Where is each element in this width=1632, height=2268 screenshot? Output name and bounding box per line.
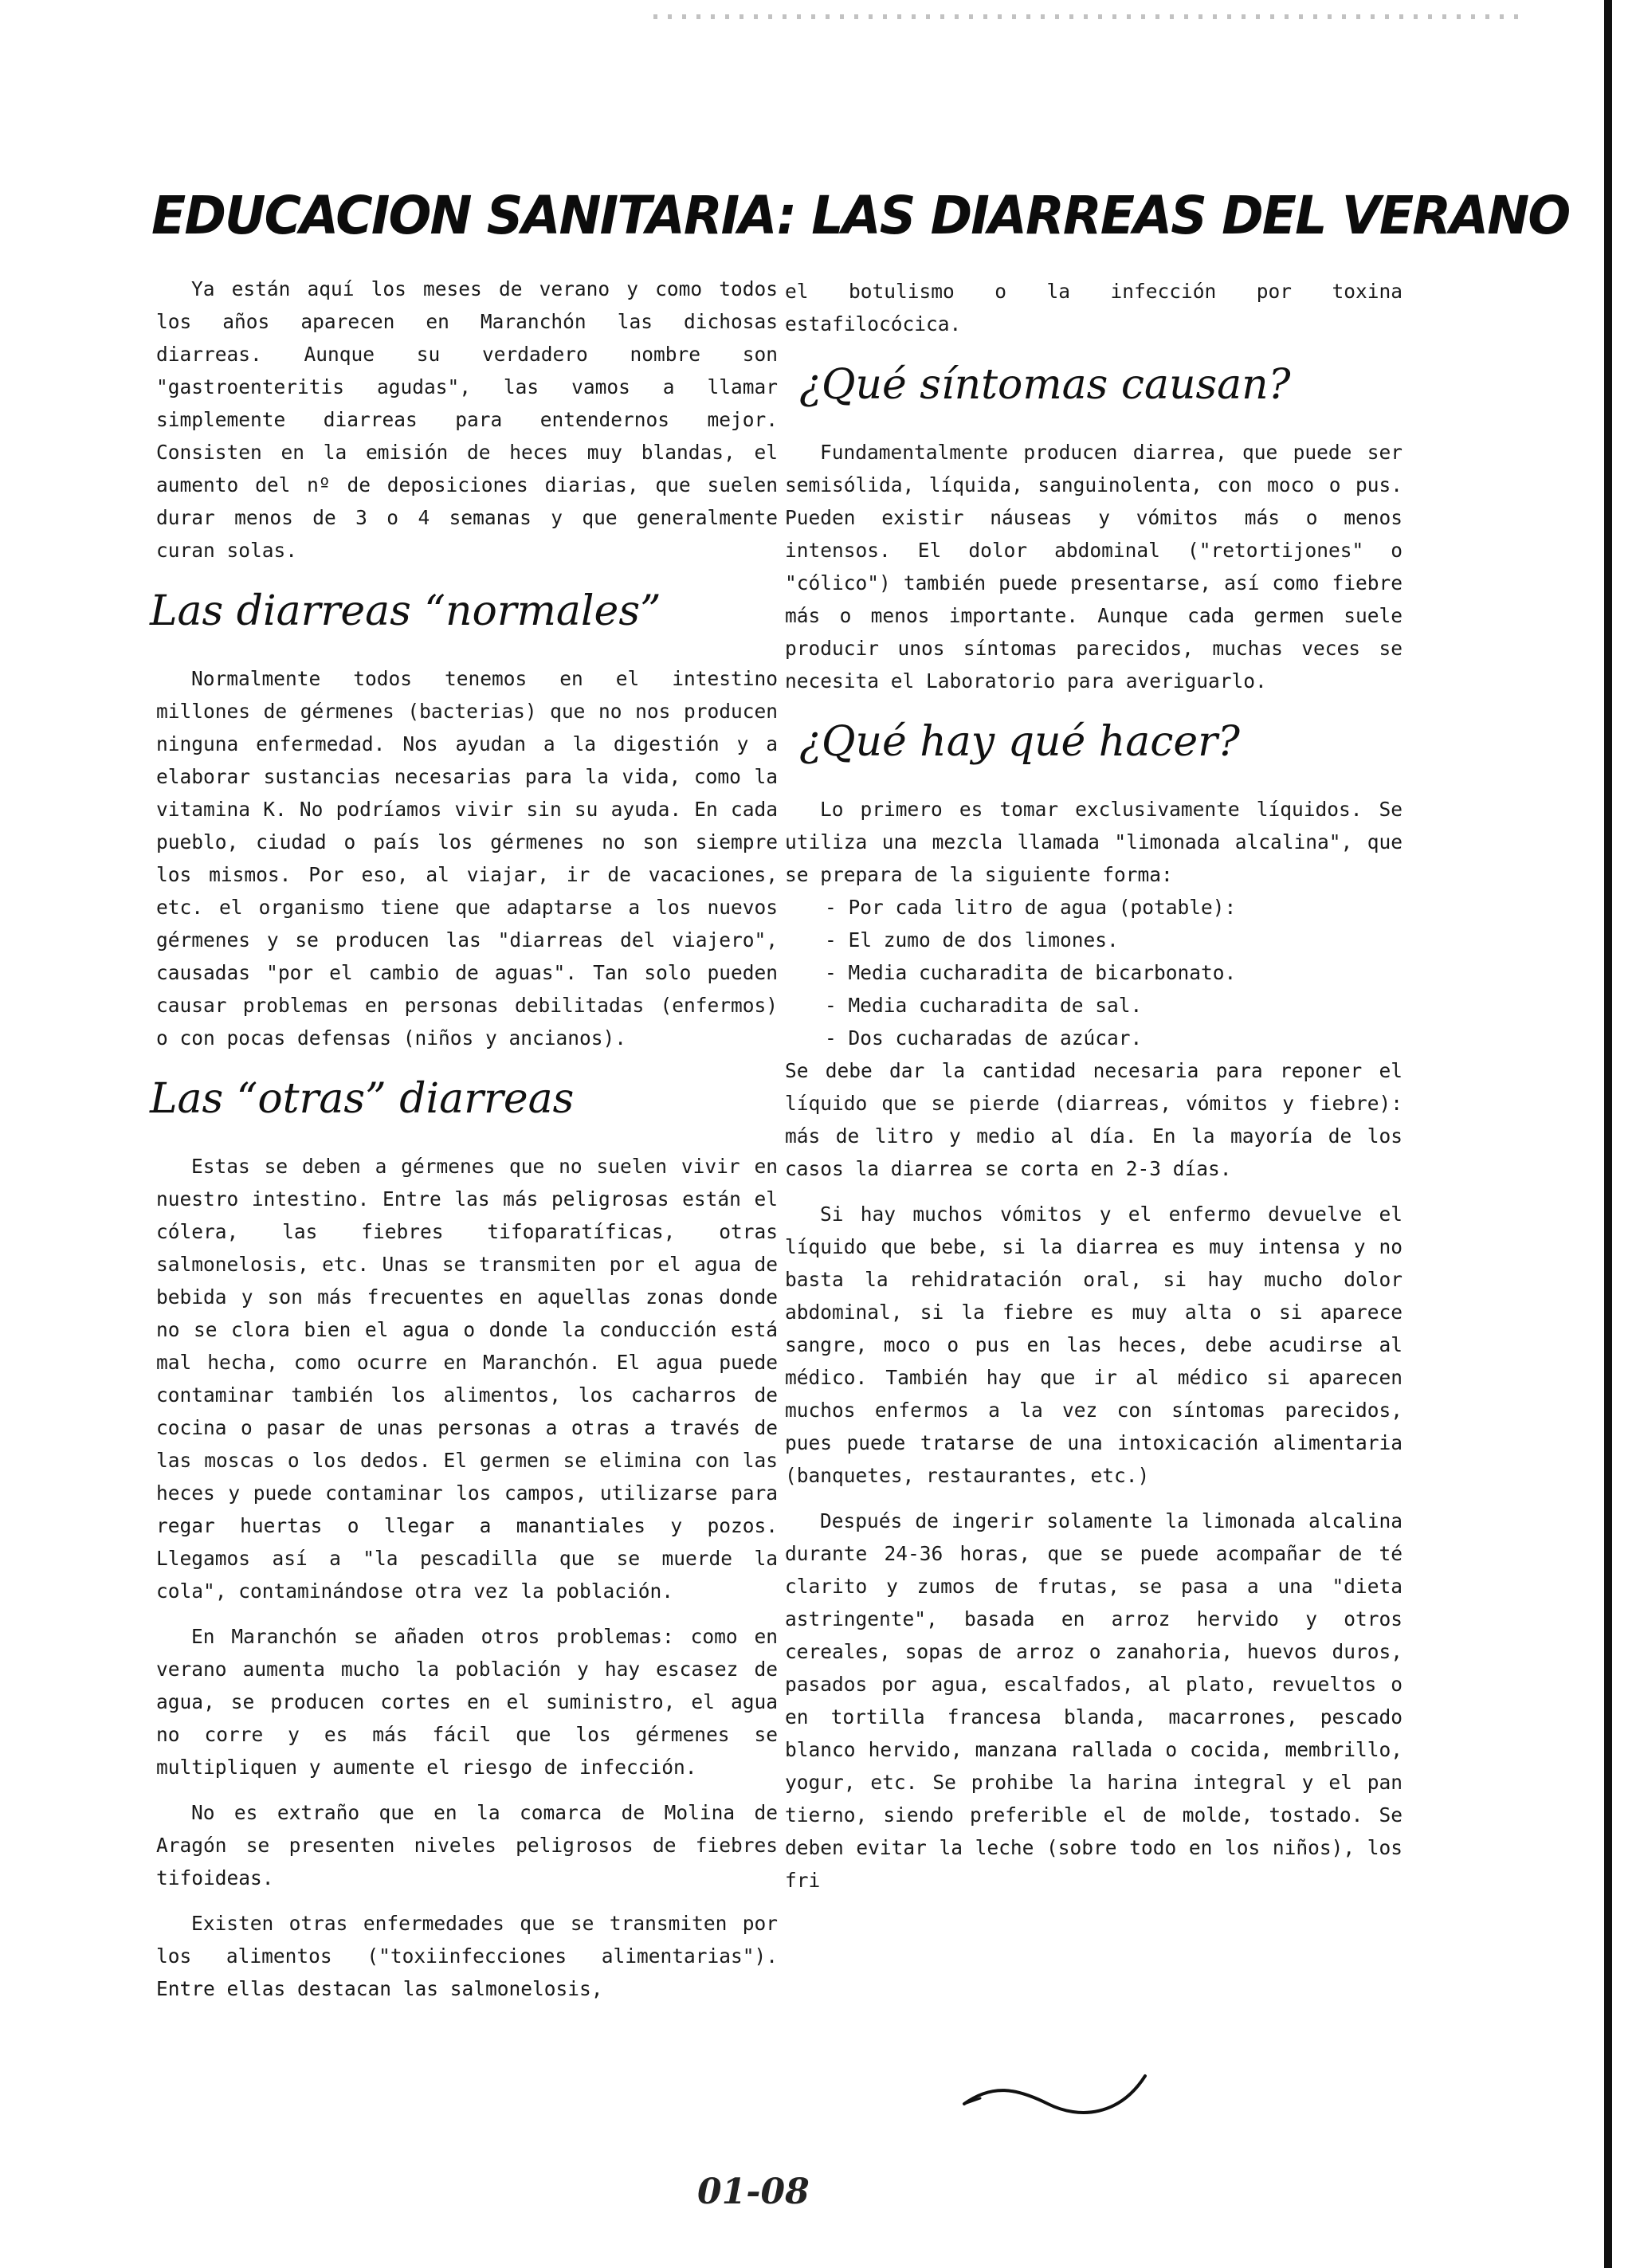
scan-edge-bar — [1604, 0, 1612, 2268]
left-column — [150, 273, 778, 2018]
other-diarrheas-paragraph-3: No es extraño que en la comarca de Molina de Aragón se presenten niveles peligrosos de fiebres tifoideas. — [156, 1801, 778, 1889]
page-number: 01-08 — [697, 2172, 810, 2212]
heading-what-to-do: ¿Qué hay qué hacer? — [799, 718, 1240, 766]
what-to-do-paragraph-4: Después de ingerir solamente la limonada alcalina durante 24-36 horas, que se puede acompañar de té clarito y zumos de frutas, se pasa a una "dieta astringente", basada en arroz hervido y otros cereales, sopas de arroz o zanahoria, huevos duros, pasados por agua, escalfados, al plato, revueltos o en tortilla francesa blanda, macarrones, pescado blanco hervido, manzana rallada o cocida, membrillo, yogur, etc. Se prohibe la harina integral y el pan tierno, siendo preferible el de molde, tostado. Se deben evitar la leche (sobre todo en los niños), los fri — [785, 1509, 1402, 1892]
list-item: - Dos cucharadas de azúcar. — [785, 1022, 1402, 1054]
heading-normal-diarrheas: Las diarreas “normales” — [150, 587, 661, 635]
heading-other-diarrheas: Las “otras” diarreas — [150, 1075, 575, 1123]
decorative-flourish — [960, 2060, 1151, 2124]
other-diarrheas-paragraph-1: Estas se deben a gérmenes que no suelen vivir en nuestro intestino. Entre las más peligrosas están el cólera, las fiebres tifoparatíficas, otras salmonelosis, etc. Unas se transmiten por el agua de bebida y son más frecuentes en aquellas zonas donde no se clora bien el agua o donde la conducción está mal hecha, como ocurre en Maranchón. El agua puede contaminar también los alimentos, los cacharros de cocina o pasar de unas personas a otras a través de las moscas o los dedos. El germen se elimina con las heces y puede contaminar los campos, utilizarse para regar huertas o llegar a manantiales y pozos. Llegamos así a "la pescadilla que se muerde la cola", contaminándose otra vez la población. — [156, 1155, 778, 1603]
list-item: - El zumo de dos limones. — [785, 924, 1402, 956]
intro-paragraph: Ya están aquí los meses de verano y como todos los años aparecen en Maranchón las dichosas diarreas. Aunque su verdadero nombre son "gastroenteritis agudas", las vamos a llamar simplemente diarreas para entendernos mejor. Consisten en la emisión de heces muy blandas, el aumento del nº de deposiciones diarias, que suelen durar menos de 3 o 4 semanas y que generalmente curan solas. — [156, 277, 778, 562]
scan-artifact-top — [653, 14, 1522, 19]
list-item: - Media cucharadita de sal. — [785, 989, 1402, 1022]
what-to-do-paragraph-3: Si hay muchos vómitos y el enfermo devuelve el líquido que bebe, si la diarrea es muy intensa y no basta la rehidratación oral, si hay mucho dolor abdominal, si la fiebre es muy alta o si aparece sangre, moco o pus en las heces, debe acudirse al médico. También hay que ir al médico si aparecen muchos enfermos a la vez con síntomas parecidos, pues puede tratarse de una intoxicación alimentaria (banquetes, restaurantes, etc.) — [785, 1203, 1402, 1487]
list-item: - Por cada litro de agua (potable): — [785, 891, 1402, 924]
what-to-do-paragraph-2: Se debe dar la cantidad necesaria para reponer el líquido que se pierde (diarreas, vómitos y fiebre): más de litro y medio al día. En la mayoría de los casos la diarrea se corta en 2-3 días. — [785, 1059, 1402, 1180]
what-to-do-paragraph-1: Lo primero es tomar exclusivamente líquidos. Se utiliza una mezcla llamada "limonada alcalina", que se prepara de la siguiente forma: — [785, 798, 1402, 886]
list-item: - Media cucharadita de bicarbonato. — [785, 956, 1402, 989]
page-title: EDUCACION SANITARIA: LAS DIARREAS DEL VERANO — [151, 185, 1570, 246]
recipe-list — [785, 891, 1402, 1054]
right-column — [785, 275, 1402, 1909]
heading-symptoms: ¿Qué síntomas causan? — [799, 361, 1291, 409]
symptoms-paragraph: Fundamentalmente producen diarrea, que puede ser semisólida, líquida, sanguinolenta, con moco o pus. Pueden existir náuseas y vómitos más o menos intensos. El dolor abdominal ("retortijones" o "cólico") también puede presentarse, así como fiebre más o menos importante. Aunque cada germen suele producir unos síntomas parecidos, muchas veces se necesita el Laboratorio para averiguarlo. — [785, 441, 1402, 693]
continuation-paragraph: el botulismo o la infección por toxina estafilocócica. — [785, 280, 1402, 335]
normal-diarrheas-paragraph: Normalmente todos tenemos en el intestino millones de gérmenes (bacterias) que no nos producen ninguna enfermedad. Nos ayudan a la digestión y a elaborar sustancias necesarias para la vida, como la vitamina K. No podríamos vivir sin su ayuda. En cada pueblo, ciudad o país los gérmenes no son siempre los mismos. Por eso, al viajar, ir de vacaciones, etc. el organismo tiene que adaptarse a los nuevos gérmenes y se producen las "diarreas del viajero", causadas "por el cambio de aguas". Tan solo pueden causar problemas en personas debilitadas (enfermos) o con pocas defensas (niños y ancianos). — [156, 667, 778, 1050]
other-diarrheas-paragraph-2: En Maranchón se añaden otros problemas: como en verano aumenta mucho la población y hay escasez de agua, se producen cortes en el suministro, el agua no corre y es más fácil que los gérmenes se multipliquen y aumente el riesgo de infección. — [156, 1625, 778, 1779]
other-diarrheas-paragraph-4: Existen otras enfermedades que se transmiten por los alimentos ("toxiinfecciones alimentarias"). Entre ellas destacan las salmonelosis, — [156, 1912, 778, 2000]
